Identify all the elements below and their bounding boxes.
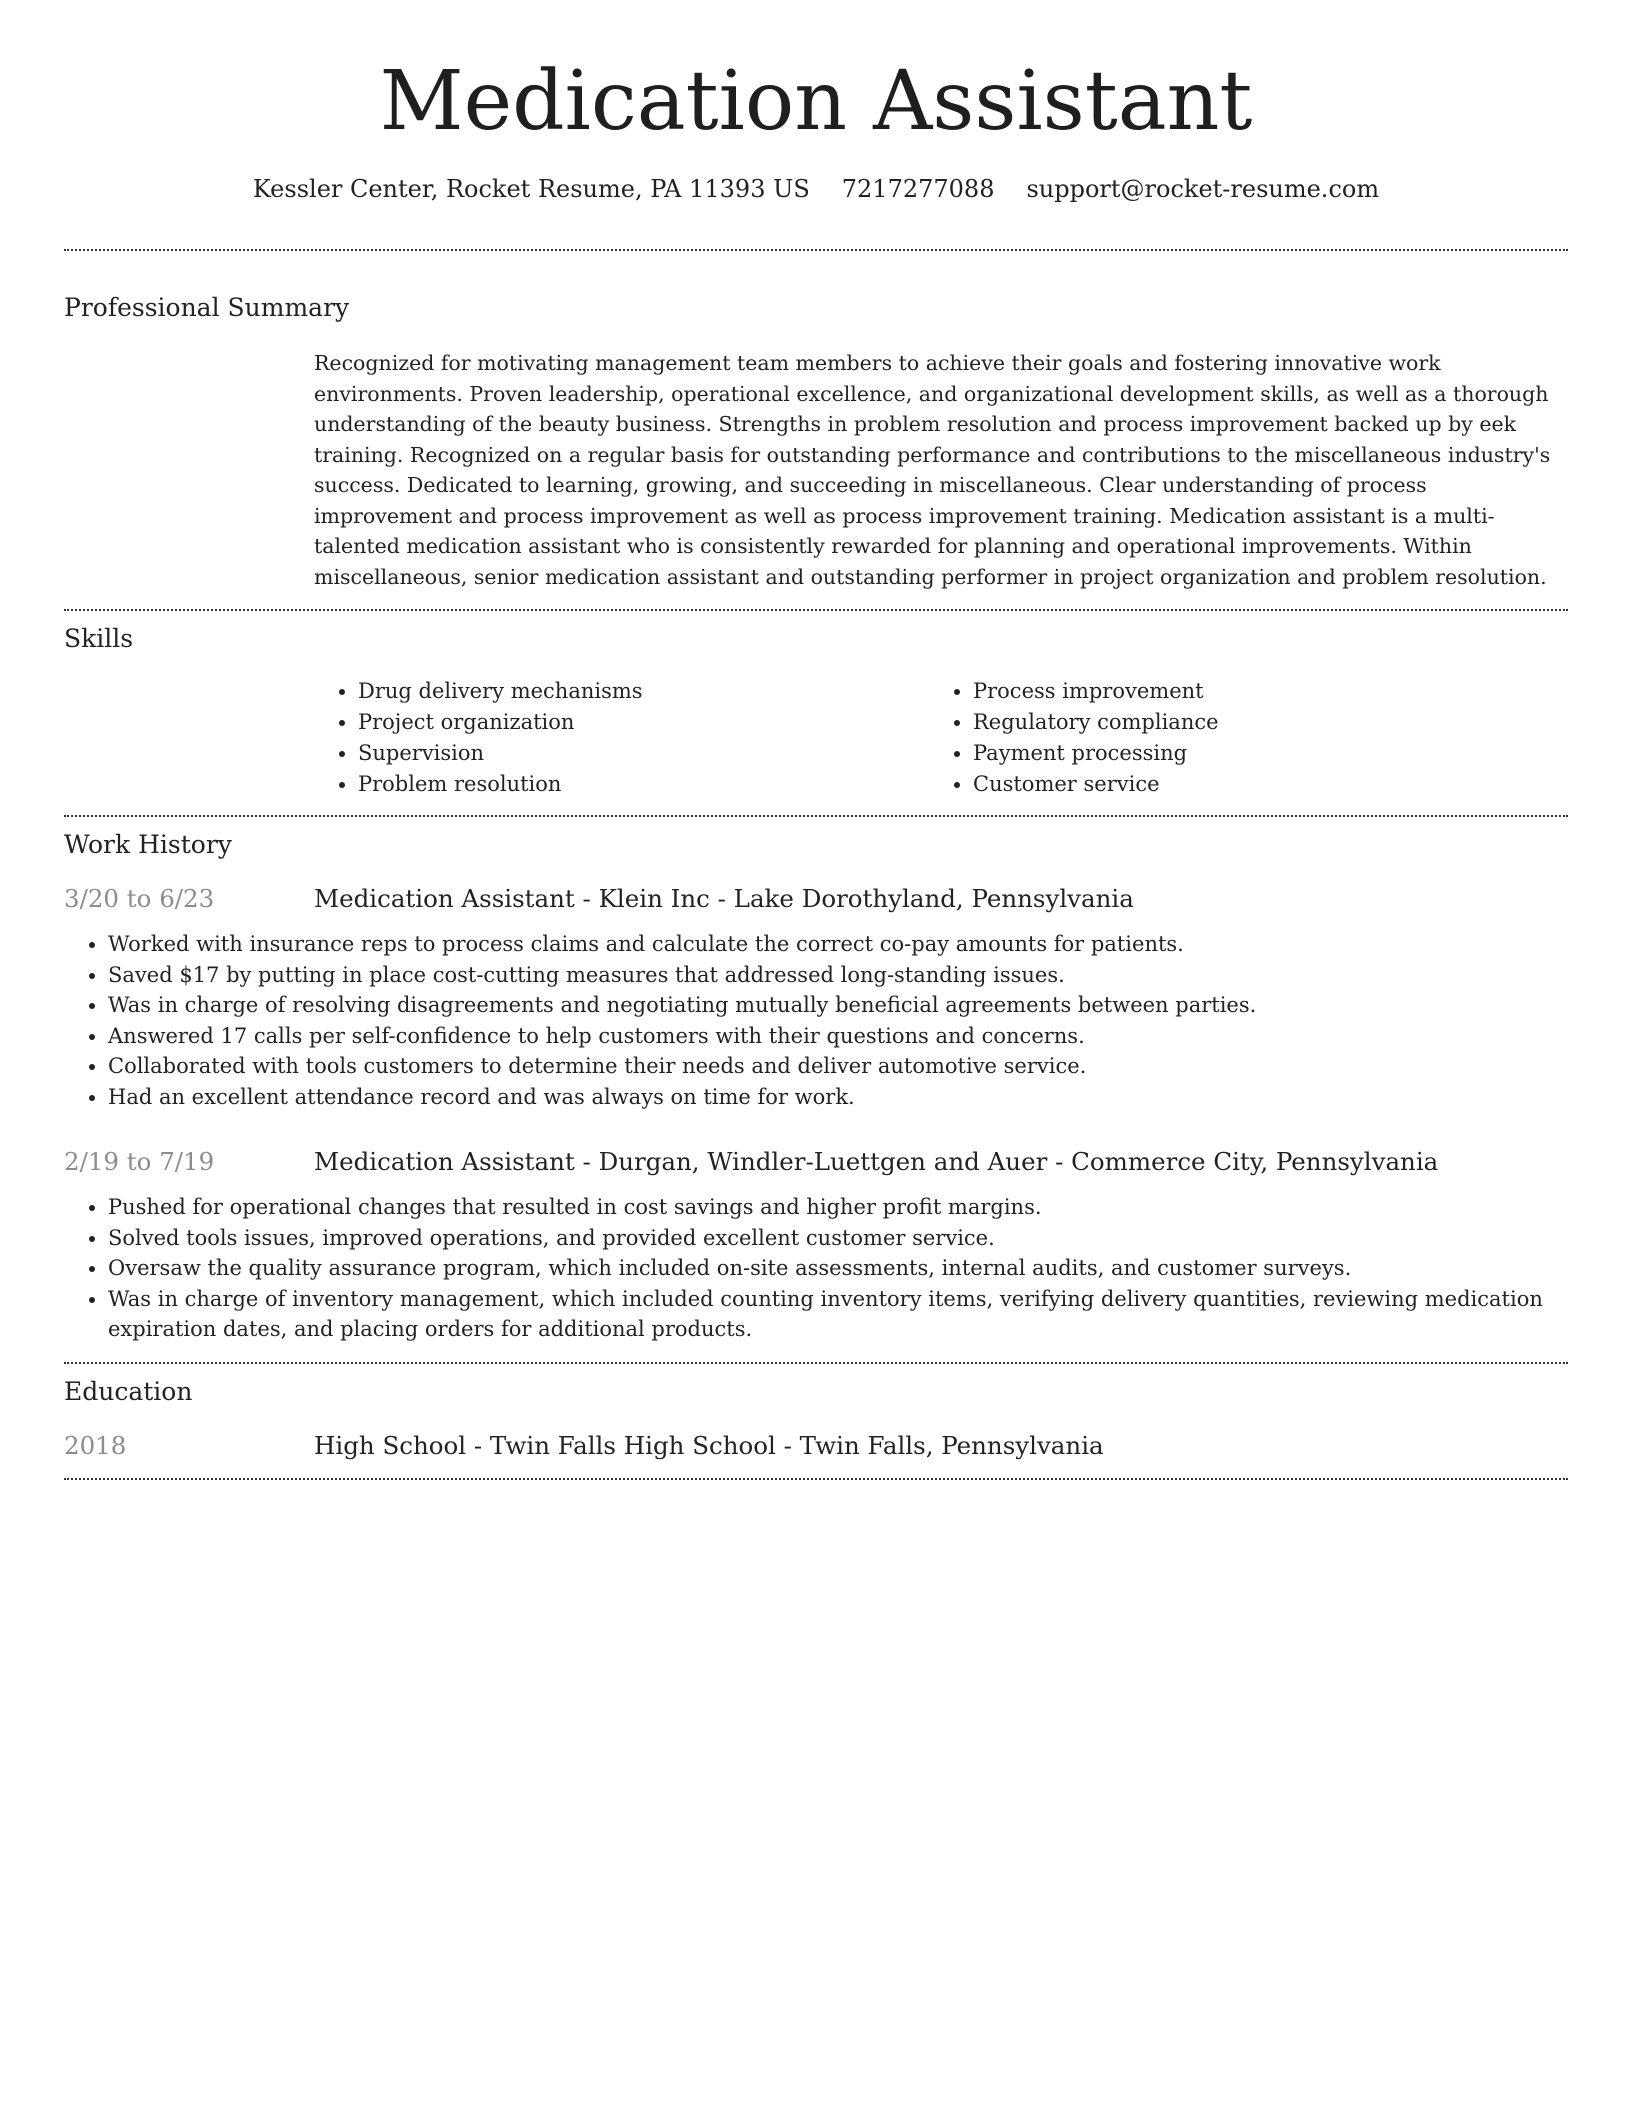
skills-heading: Skills — [64, 624, 134, 653]
resume-name: Medication Assistant — [379, 54, 1253, 149]
education-year: 2018 — [64, 1430, 127, 1460]
resume-page — [64, 0, 1568, 1480]
work-heading: Work History — [64, 830, 232, 859]
skill-item: • Regulatory compliance — [973, 707, 1544, 738]
job-header — [64, 1145, 1568, 1179]
job-bullet: • Collaborated with tools customers to determine their needs and deliver automotive service. — [108, 1051, 1568, 1082]
divider — [64, 1478, 1568, 1480]
summary-text: Recognized for motivating management team members to achieve their goals and fostering innovative work environments. Proven leadership, operational excellence, and organizational development skills, as well as a thorough understanding of the beauty business. Strengths in problem resolution and process improvement backed up by eek training. Recognized on a regular basis for outstanding performance and contributions to the miscellaneous industry's success. Dedicated to learning, growing, and succeeding in miscellaneous. Clear understanding of process improvement and process improvement as well as process improvement training. Medication assistant is a multi-talented medication assistant who is consistently rewarded for planning and operational improvements. Within miscellaneous, senior medication assistant and outstanding performer in project organization and problem resolution. — [314, 351, 1551, 589]
job-title: Medication Assistant - Durgan, Windler-Luettgen and Auer - Commerce City, Pennsylvania — [314, 1147, 1439, 1176]
skills-list — [314, 676, 1568, 800]
job-bullet: • Was in charge of inventory management, which included counting inventory items, verifying delivery quantities, reviewing medication expiration dates, and placing orders for additional products. — [108, 1284, 1568, 1345]
divider — [64, 1362, 1568, 1364]
job-bullet: • Worked with insurance reps to process claims and calculate the correct co-pay amounts for patients. — [108, 929, 1568, 960]
divider — [64, 815, 1568, 817]
skills-column-left — [314, 676, 929, 800]
skill-item: • Payment processing — [973, 738, 1544, 769]
job-dates: 2/19 to 7/19 — [64, 1147, 215, 1176]
skills-column-right — [929, 676, 1544, 800]
divider — [64, 249, 1568, 251]
skill-item: • Problem resolution — [358, 769, 929, 800]
job-dates: 3/20 to 6/23 — [64, 884, 215, 913]
skill-item: • Supervision — [358, 738, 929, 769]
job-bullet: • Pushed for operational changes that resulted in cost savings and higher profit margins. — [108, 1192, 1568, 1223]
job-header — [64, 882, 1568, 916]
education-entry — [64, 1429, 1568, 1463]
skill-item: • Customer service — [973, 769, 1544, 800]
contact-address: Kessler Center, Rocket Resume, PA 11393 US — [252, 175, 810, 203]
job-bullets — [64, 1192, 1568, 1345]
job-bullet: • Saved $17 by putting in place cost-cutting measures that addressed long-standing issues. — [108, 960, 1568, 991]
contact-email: support@rocket-resume.com — [1026, 175, 1380, 203]
education-degree: High School - Twin Falls High School - Twin Falls, Pennsylvania — [314, 1430, 1104, 1460]
job-bullet: • Had an excellent attendance record and was always on time for work. — [108, 1082, 1568, 1113]
summary-heading: Professional Summary — [64, 293, 350, 322]
job-bullet: • Answered 17 calls per self-confidence to help customers with their questions and concerns. — [108, 1021, 1568, 1052]
contact-line — [64, 172, 1568, 206]
job-title: Medication Assistant - Klein Inc - Lake Dorothyland, Pennsylvania — [314, 884, 1134, 913]
skill-item: • Process improvement — [973, 676, 1544, 707]
skill-item: • Drug delivery mechanisms — [358, 676, 929, 707]
job-bullet: • Solved tools issues, improved operations, and provided excellent customer service. — [108, 1223, 1568, 1254]
job-bullets — [64, 929, 1568, 1112]
skill-item: • Project organization — [358, 707, 929, 738]
job-bullet: • Oversaw the quality assurance program, which included on-site assessments, internal audits, and customer surveys. — [108, 1253, 1568, 1284]
divider — [64, 609, 1568, 611]
education-heading: Education — [64, 1376, 193, 1406]
job-bullet: • Was in charge of resolving disagreements and negotiating mutually beneficial agreements between parties. — [108, 990, 1568, 1021]
contact-phone: 7217277088 — [841, 175, 995, 203]
